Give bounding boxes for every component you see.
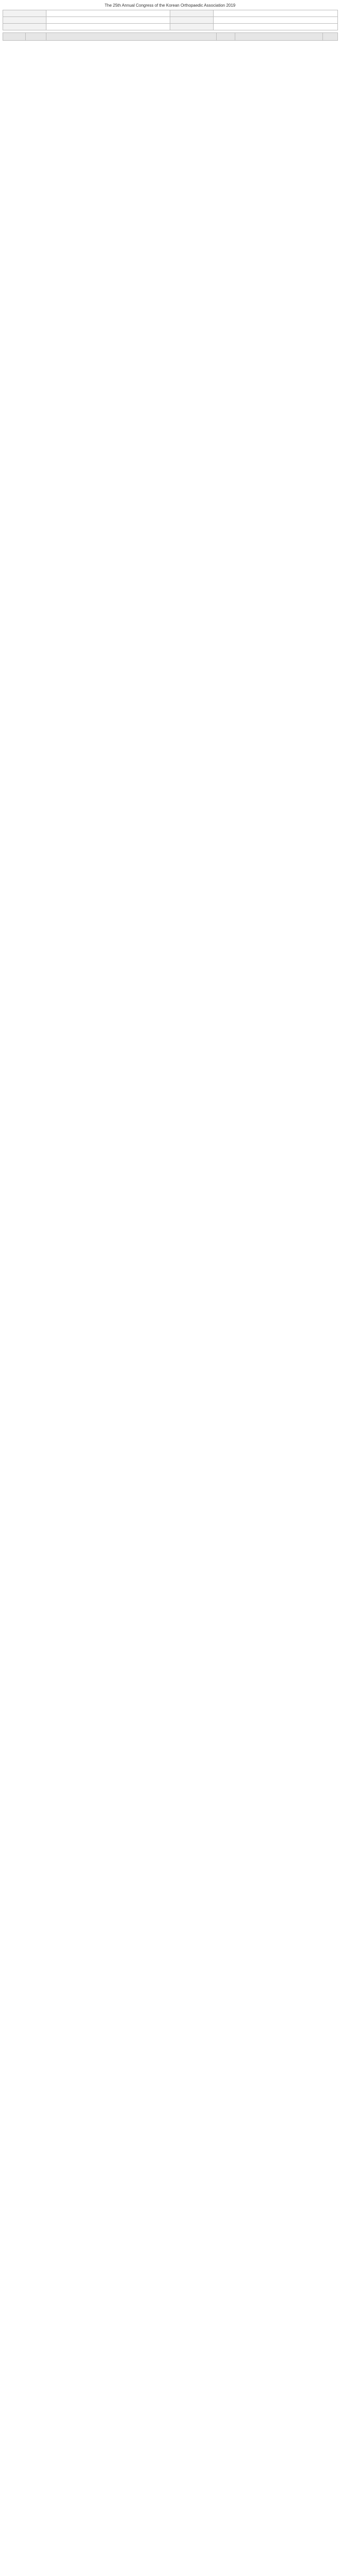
meta-row xyxy=(3,10,338,17)
column-header-time xyxy=(26,33,46,41)
meta-row xyxy=(3,17,338,24)
column-header-extra xyxy=(323,33,338,41)
meta-value xyxy=(46,17,170,24)
page-title: The 25th Annual Congress of the Korean Orthopaedic Association 2019 xyxy=(104,3,236,8)
column-header-session xyxy=(3,33,26,41)
meta-label xyxy=(3,24,46,30)
column-header-title xyxy=(46,33,217,41)
meta-value xyxy=(214,10,338,17)
program-table-header xyxy=(3,33,338,41)
column-header-type xyxy=(217,33,235,41)
meta-value xyxy=(46,24,170,30)
program-table xyxy=(3,32,338,41)
meta-label xyxy=(170,17,214,24)
meta-value xyxy=(214,17,338,24)
meta-label xyxy=(170,10,214,17)
meta-label xyxy=(3,10,46,17)
meta-label xyxy=(170,24,214,30)
meta-value xyxy=(214,24,338,30)
column-header-author xyxy=(235,33,323,41)
meta-label xyxy=(3,17,46,24)
meta-table xyxy=(3,10,338,30)
meta-row xyxy=(3,24,338,30)
meta-value xyxy=(46,10,170,17)
